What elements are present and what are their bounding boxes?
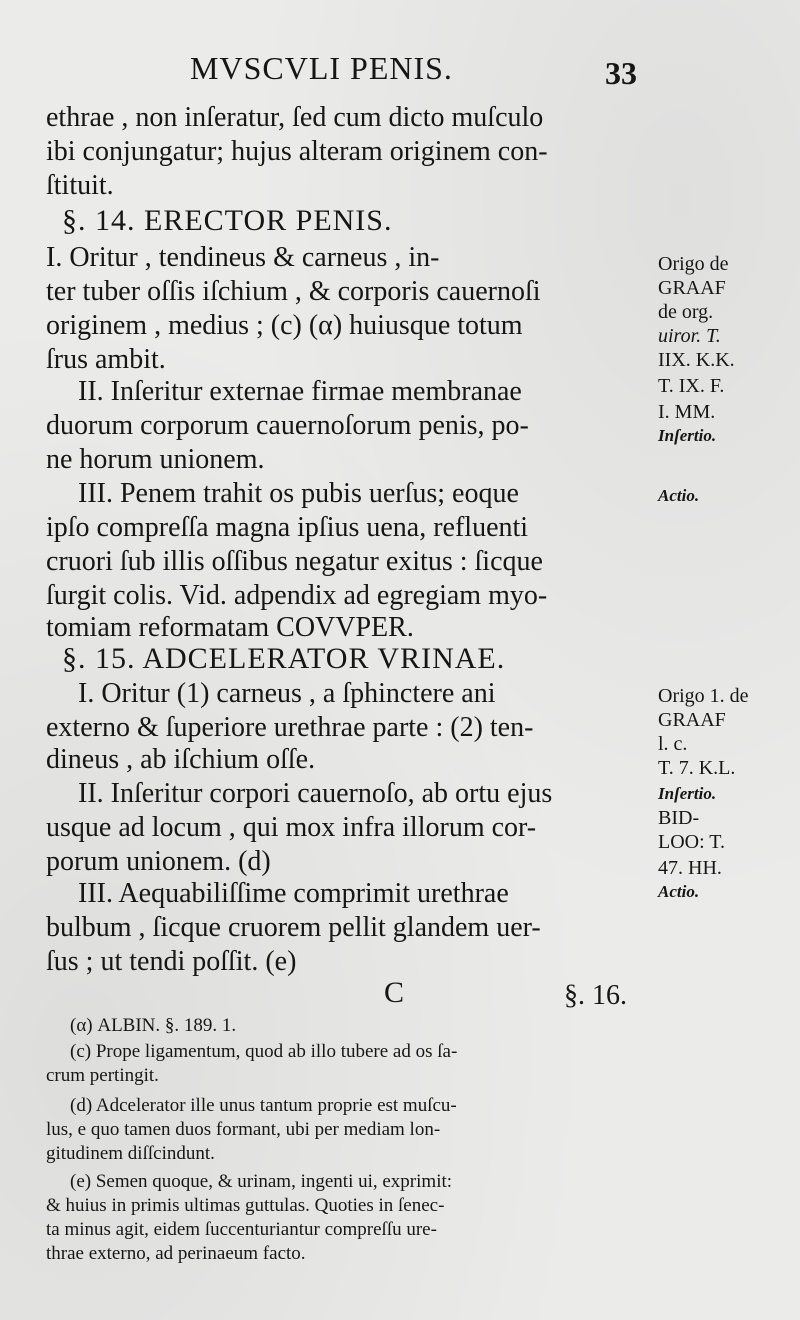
text-line: ſtituit. xyxy=(46,170,114,201)
margin-note: IIX. K.K. xyxy=(658,349,735,371)
page-number: 33 xyxy=(605,55,637,91)
margin-note: uiror. T. xyxy=(658,325,721,347)
text-line: ſus ; ut tendi poſſit. (e) xyxy=(46,946,297,977)
margin-note: T. IX. F. xyxy=(658,375,725,397)
footnote-line: crum pertingit. xyxy=(46,1065,159,1086)
margin-note: LOO: T. xyxy=(658,831,726,853)
text-line: ſurgit colis. Vid. adpendix ad egregiam myo- xyxy=(46,580,548,611)
text-line: III. Aequabiliſſime comprimit urethrae xyxy=(78,878,509,909)
margin-note: l. c. xyxy=(658,733,688,755)
footnote-line: (c) Prope ligamentum, quod ab illo tubere ad os ſa- xyxy=(70,1041,458,1062)
footnote-line: thrae externo, ad perinaeum facto. xyxy=(46,1243,306,1264)
text-line: porum unionem. (d) xyxy=(46,846,271,877)
text-line: cruori ſub illis oſſibus negatur exitus : ſicque xyxy=(46,546,543,577)
running-header-title: MVSCVLI PENIS. xyxy=(190,50,453,86)
footnote-line: lus, e quo tamen duos formant, ubi per mediam lon- xyxy=(46,1119,441,1140)
text-line: ter tuber oſſis iſchium , & corporis cauernoſi xyxy=(46,276,541,307)
text-line: duorum corporum cauernoſorum penis, po- xyxy=(46,410,529,441)
margin-note: I. MM. xyxy=(658,401,716,423)
margin-note: Actio. xyxy=(658,486,700,505)
margin-note: de org. xyxy=(658,301,714,323)
text-line: ethrae , non inſeratur, ſed cum dicto muſculo xyxy=(46,102,544,133)
text-line: ſrus ambit. xyxy=(46,344,166,375)
text-line: III. Penem trahit os pubis uerſus; eoque xyxy=(78,478,519,509)
margin-note: Origo de xyxy=(658,253,729,275)
text-line: bulbum , ſicque cruorem pellit glandem uer- xyxy=(46,912,541,943)
text-line: externo & ſuperiore urethrae parte : (2) ten- xyxy=(46,712,534,743)
text-line: originem , medius ; (c) (α) huiusque totum xyxy=(46,310,523,341)
text-line: ibi conjungatur; hujus alteram originem con- xyxy=(46,136,548,167)
section-heading-14: §. 14. ERECTOR PENIS. xyxy=(62,204,393,237)
text-line: dineus , ab iſchium oſſe. xyxy=(46,744,316,775)
signature-mark: C xyxy=(384,976,405,1009)
footnote-line: (e) Semen quoque, & urinam, ingenti ui, exprimit: xyxy=(70,1171,453,1192)
text-line: ne horum unionem. xyxy=(46,444,265,475)
text-line: I. Oritur (1) carneus , a ſphinctere ani xyxy=(78,678,496,709)
footnote-line: (α) ALBIN. §. 189. 1. xyxy=(70,1015,237,1036)
text-line: II. Inſeritur corpori cauernoſo, ab ortu ejus xyxy=(78,778,553,809)
text-line: tomiam reformatam COVVPER. xyxy=(46,612,414,643)
margin-note: Inſertio. xyxy=(658,426,717,445)
footnote-line: gitudinem diſſcindunt. xyxy=(46,1143,215,1164)
margin-note: Origo 1. de xyxy=(658,685,749,707)
margin-note: GRAAF xyxy=(658,709,726,731)
margin-note: GRAAF xyxy=(658,277,726,299)
footnote-line: (d) Adcelerator ille unus tantum proprie est muſcu- xyxy=(70,1095,457,1116)
margin-note: BID- xyxy=(658,807,700,829)
text-line: II. Inſeritur externae firmae membranae xyxy=(78,376,522,407)
footnote-line: ta minus agit, eidem ſuccenturiantur compreſſu ure- xyxy=(46,1219,437,1240)
margin-note: T. 7. K.L. xyxy=(658,757,736,779)
text-line: I. Oritur , tendineus & carneus , in- xyxy=(46,242,440,273)
footnote-line: & huius in primis ultimas guttulas. Quoties in ſenec- xyxy=(46,1195,445,1216)
margin-note: 47. HH. xyxy=(658,857,722,879)
text-line: ipſo compreſſa magna ipſius uena, refluenti xyxy=(46,512,529,543)
margin-note: Actio. xyxy=(658,882,700,901)
section-heading-15: §. 15. ADCELERATOR VRINAE. xyxy=(62,642,506,675)
margin-note: Inſertio. xyxy=(658,784,717,803)
catchword: §. 16. xyxy=(564,980,627,1011)
text-line: usque ad locum , qui mox infra illorum cor- xyxy=(46,812,537,843)
